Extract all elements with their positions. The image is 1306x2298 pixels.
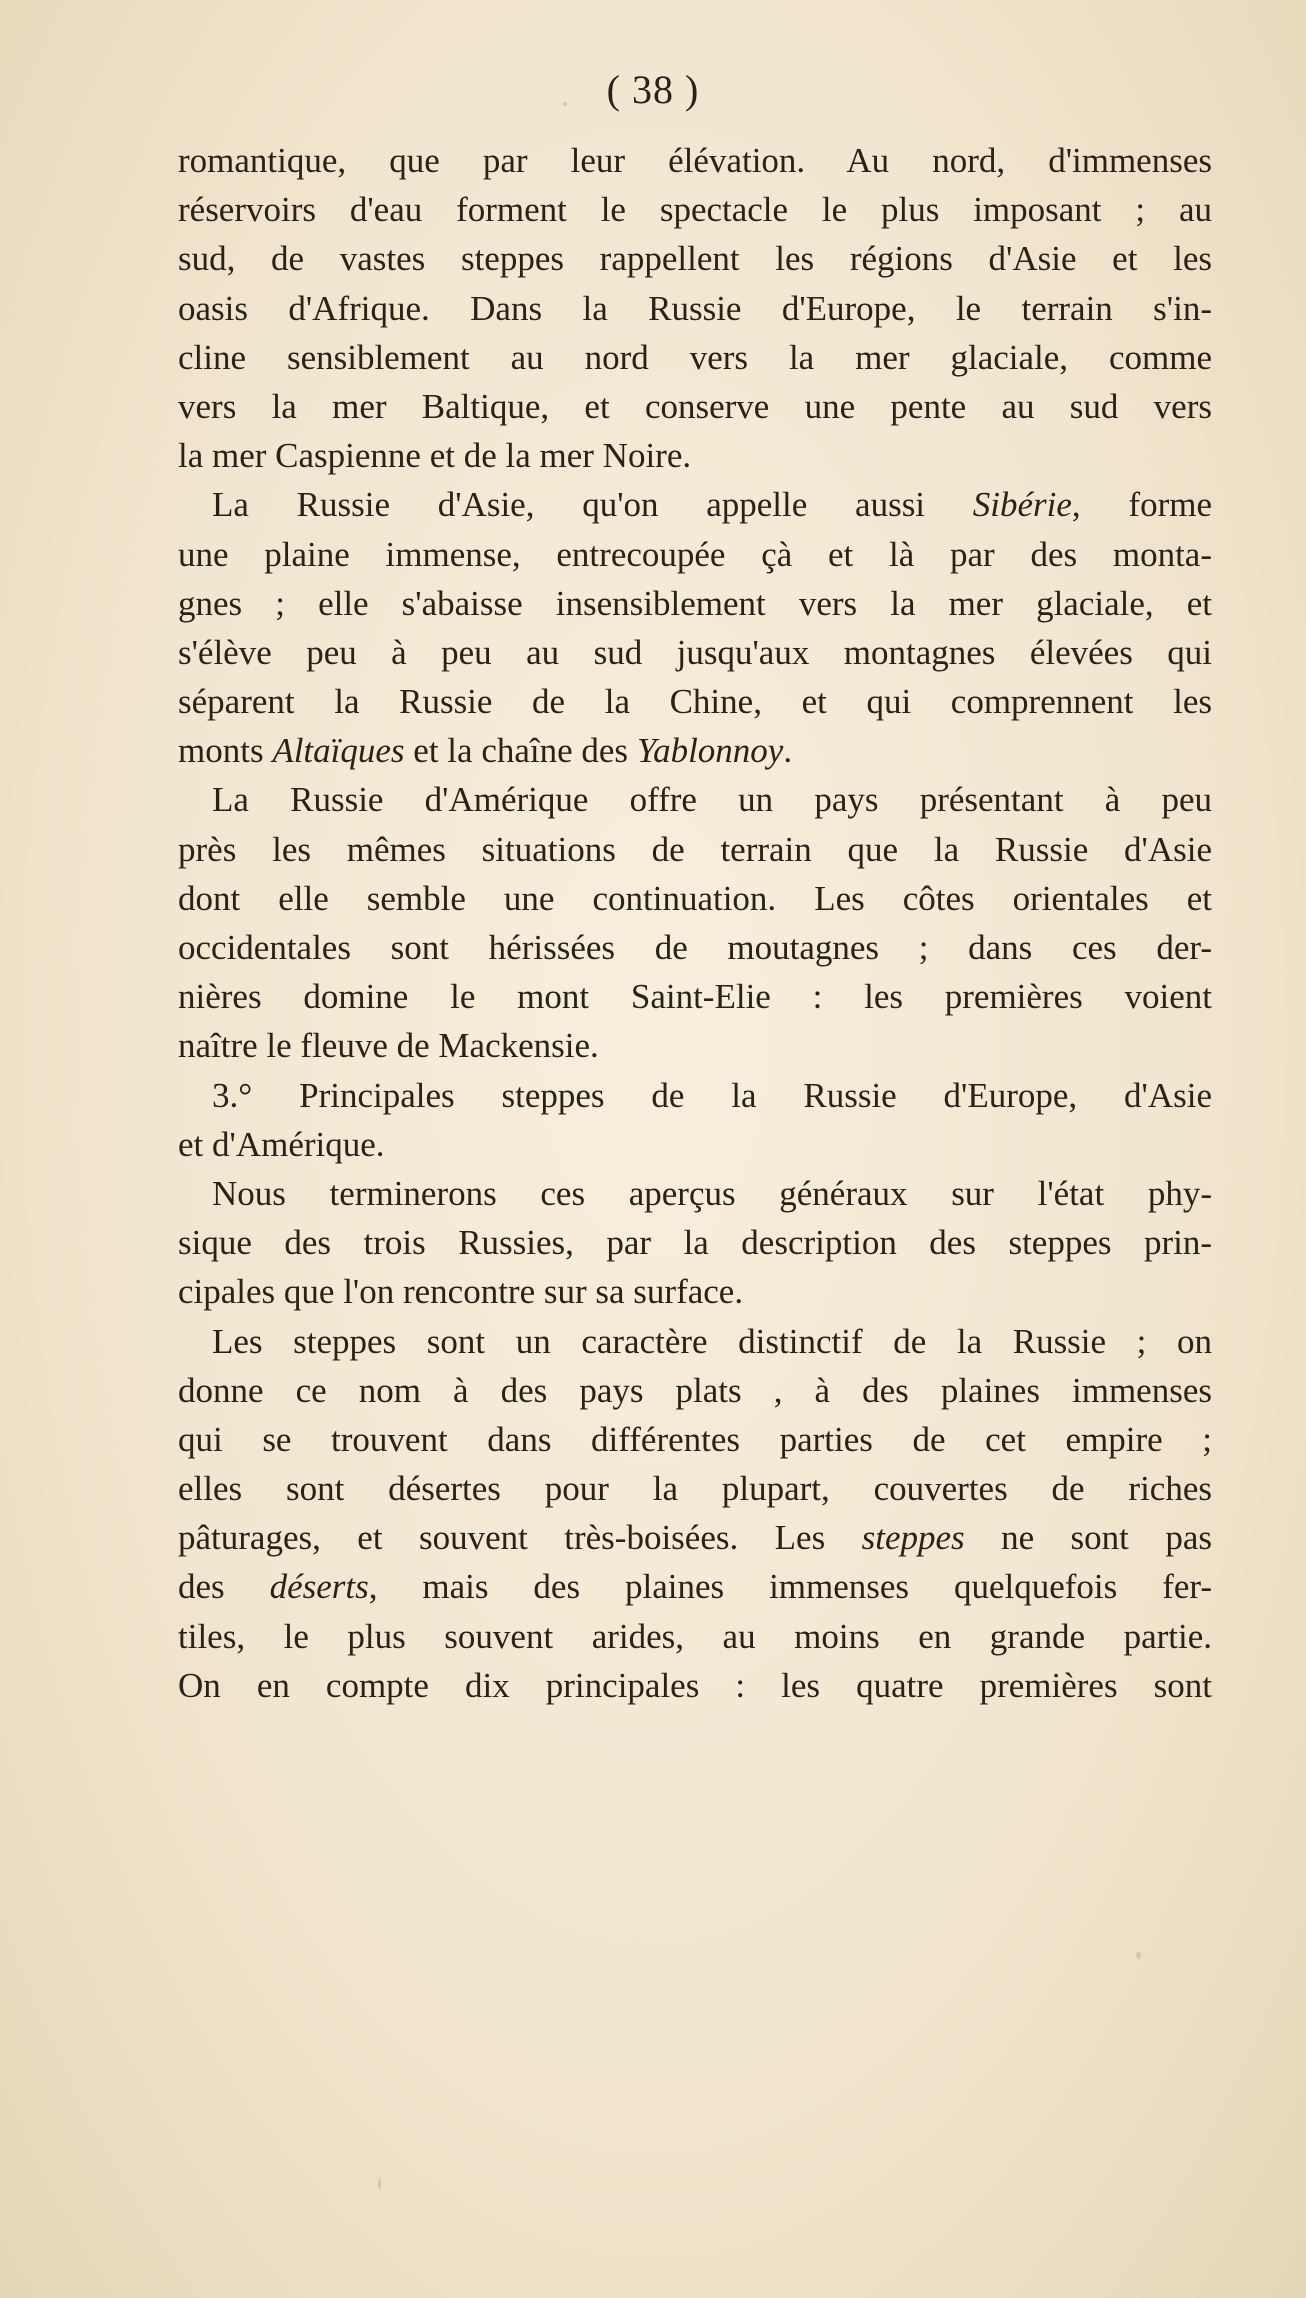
text-segment: sique des trois Russies, par la description des steppes prin-	[178, 1223, 1212, 1263]
text-line	[178, 480, 1212, 529]
text-line	[178, 628, 1212, 677]
text-line	[178, 431, 1212, 480]
text-segment: sud, de vastes steppes rappellent les régions d'Asie et les	[178, 239, 1212, 279]
text-line	[178, 1021, 1212, 1070]
text-line	[178, 1415, 1212, 1464]
text-segment: une plaine immense, entrecoupée çà et là par des monta-	[178, 534, 1212, 574]
text-segment: , forme	[1071, 485, 1212, 525]
text-segment: cipales que l'on rencontre sur sa surface.	[178, 1272, 744, 1312]
text-segment: et d'Amérique.	[178, 1124, 385, 1164]
paper-spot	[1136, 1952, 1141, 1959]
text-line	[178, 185, 1212, 234]
text-segment: près les mêmes situations de terrain que la Russie d'Asie	[178, 829, 1212, 869]
text-line	[178, 1612, 1212, 1661]
text-segment: la mer Caspienne et de la mer Noire.	[178, 436, 692, 476]
text-line	[178, 284, 1212, 333]
text-line	[178, 972, 1212, 1021]
text-segment: séparent la Russie de la Chine, et qui comprennent les	[178, 682, 1212, 722]
body-text	[178, 136, 1212, 1710]
text-line	[178, 874, 1212, 923]
text-segment: dont elle semble une continuation. Les côtes orientales et	[178, 878, 1212, 918]
text-segment: Les steppes sont un caractère distinctif de la Russie ; on	[212, 1321, 1212, 1361]
text-line	[178, 234, 1212, 283]
text-line	[178, 382, 1212, 431]
text-line	[178, 1169, 1212, 1218]
text-line	[178, 1562, 1212, 1611]
italic-text: Sibérie	[972, 485, 1072, 525]
text-segment: réservoirs d'eau forment le spectacle le plus imposant ; au	[178, 190, 1212, 230]
text-line	[178, 1464, 1212, 1513]
text-segment: On en compte dix principales : les quatre premières sont	[178, 1665, 1212, 1705]
text-segment: ne sont pas	[964, 1518, 1212, 1558]
text-segment: .	[783, 731, 793, 771]
text-segment: La Russie d'Asie, qu'on appelle aussi	[212, 485, 973, 525]
text-segment: occidentales sont hérissées de moutagnes ; dans ces der-	[178, 928, 1212, 967]
text-line	[178, 923, 1212, 972]
text-segment: et la chaîne des	[404, 731, 637, 771]
text-segment: monts	[178, 731, 273, 771]
text-line	[178, 1267, 1212, 1316]
text-line	[178, 333, 1212, 382]
text-segment: gnes ; elle s'abaisse insensiblement vers la mer glaciale, et	[178, 583, 1212, 623]
text-segment: cline sensiblement au nord vers la mer glaciale, comme	[178, 337, 1212, 377]
italic-text: Yablonnoy	[636, 731, 784, 771]
text-line	[178, 1120, 1212, 1169]
text-line	[178, 1366, 1212, 1415]
text-line	[178, 825, 1212, 874]
text-segment: 3.° Principales steppes de la Russie d'Europe, d'Asie	[212, 1075, 1212, 1115]
text-segment: tiles, le plus souvent arides, au moins en grande partie.	[178, 1616, 1212, 1656]
text-line	[178, 677, 1212, 726]
text-line	[178, 726, 1212, 775]
text-line	[178, 1317, 1212, 1366]
text-segment: romantique, que par leur élévation. Au nord, d'immenses	[178, 141, 1212, 180]
text-line	[178, 136, 1212, 185]
text-line	[178, 530, 1212, 579]
text-segment: elles sont désertes pour la plupart, couvertes de riches	[178, 1469, 1212, 1509]
text-segment: La Russie d'Amérique offre un pays présentant à peu	[212, 780, 1212, 820]
text-line	[178, 1513, 1212, 1562]
italic-text: Altaïques	[272, 731, 405, 771]
text-line	[178, 1661, 1212, 1710]
text-segment: donne ce nom à des pays plats , à des plaines immenses	[178, 1370, 1212, 1410]
page-number: ( 38 )	[606, 67, 700, 112]
text-line	[178, 1218, 1212, 1267]
text-line	[178, 775, 1212, 824]
italic-text: steppes	[861, 1518, 965, 1558]
paper-spot	[378, 2178, 381, 2190]
text-segment: , mais des plaines immenses quelquefois fer-	[368, 1567, 1212, 1607]
text-segment: Nous terminerons ces aperçus généraux sur l'état phy-	[212, 1173, 1212, 1213]
text-segment: oasis d'Afrique. Dans la Russie d'Europe, le terrain s'in-	[178, 288, 1212, 328]
text-segment: pâturages, et souvent très-boisées. Les	[178, 1518, 862, 1558]
text-segment: s'élève peu à peu au sud jusqu'aux montagnes élevées qui	[178, 632, 1212, 672]
text-line	[178, 579, 1212, 628]
text-segment: vers la mer Baltique, et conserve une pente au sud vers	[178, 386, 1212, 426]
text-segment: des	[178, 1567, 270, 1607]
text-segment: nières domine le mont Saint-Elie : les premières voient	[178, 977, 1212, 1017]
text-segment: naître le fleuve de Mackensie.	[178, 1026, 599, 1066]
text-segment: qui se trouvent dans différentes parties de cet empire ;	[178, 1419, 1212, 1459]
text-line	[178, 1071, 1212, 1120]
italic-text: déserts	[269, 1567, 369, 1607]
